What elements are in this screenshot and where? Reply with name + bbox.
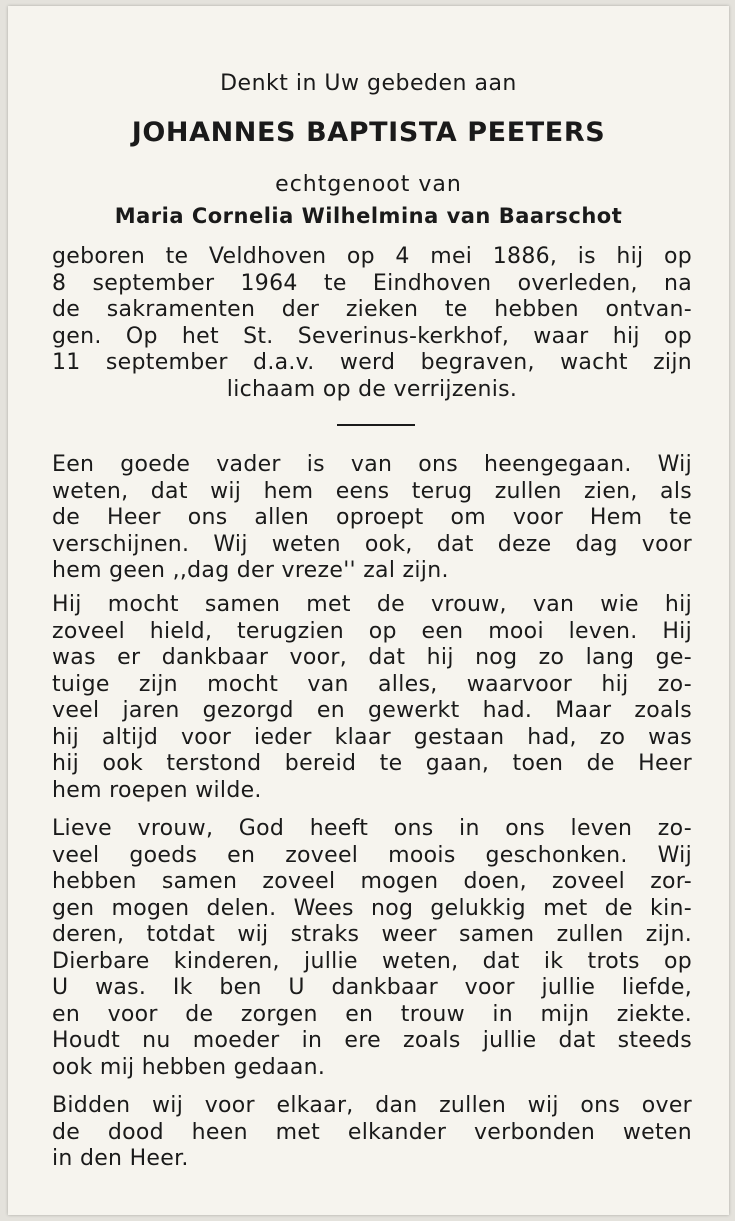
paragraph-line: Houdt nu moeder in ere zoals jullie dat steeds xyxy=(52,1028,692,1053)
paragraph-line: was er dankbaar voor, dat hij nog zo lang ge- xyxy=(52,645,692,670)
paragraph-line: Hij mocht samen met de vrouw, van wie hij xyxy=(52,592,692,617)
paragraph-line: hem geen ,,dag der vreze'' zal zijn. xyxy=(52,558,449,583)
paragraph-line: veel jaren gezorgd en gewerkt had. Maar zoals xyxy=(52,698,692,723)
biography-line: gen. Op het St. Severinus-kerkhof, waar hij op xyxy=(52,323,692,349)
deceased-name: JOHANNES BAPTISTA PEETERS xyxy=(131,117,606,148)
paragraph-line: in den Heer. xyxy=(52,1146,189,1171)
paragraph-line: weten, dat wij hem eens terug zullen zien, als xyxy=(52,478,692,504)
paragraph-line: hij altijd voor ieder klaar gestaan had, zo was xyxy=(52,724,692,750)
paragraph-line: ook mij hebben gedaan. xyxy=(52,1054,326,1080)
paragraph-line: deren, totdat wij straks weer samen zullen zijn. xyxy=(52,922,692,947)
paragraph-line: Dierbare kinderen, jullie weten, dat ik trots op xyxy=(52,948,692,974)
paragraph-line: Een goede vader is van ons heengegaan. Wij xyxy=(52,452,692,477)
paragraph-line: Lieve vrouw, God heeft ons in ons leven zo- xyxy=(52,816,692,841)
text-paragraph-2 xyxy=(52,592,692,804)
paragraph-line: Bidden wij voor elkaar, dan zullen wij ons over xyxy=(52,1093,692,1118)
paragraph-line: hebben samen zoveel mogen doen, zoveel zor- xyxy=(52,869,692,894)
text-paragraph-3 xyxy=(52,816,692,1081)
biography-line: lichaam op de verrijzenis. xyxy=(226,376,518,402)
paragraph-line: en voor de zorgen en trouw in mijn ziekte. xyxy=(52,1001,692,1027)
biography-line: 8 september 1964 te Eindhoven overleden, na xyxy=(52,270,692,296)
paragraph-line: de dood heen met elkander verbonden weten xyxy=(52,1119,692,1145)
spouse-name: Maria Cornelia Wilhelmina van Baarschot xyxy=(114,204,623,228)
paragraph-line: tuige zijn mocht van alles, waarvoor hij zo- xyxy=(52,671,692,697)
divider-line xyxy=(337,424,415,426)
text-paragraph-4 xyxy=(52,1093,692,1173)
paragraph-line: gen mogen delen. Wees nog gelukkig met de kin- xyxy=(52,895,692,921)
biography-line: 11 september d.a.v. werd begraven, wacht zijn xyxy=(52,350,692,375)
biography-line: de sakramenten der zieken te hebben ontvan- xyxy=(52,297,692,322)
paragraph-line: zoveel hield, terugzien op een mooi leven. Hij xyxy=(52,618,692,644)
biography-line: geboren te Veldhoven op 4 mei 1886, is hij op xyxy=(52,244,692,269)
intro-text: Denkt in Uw gebeden aan xyxy=(220,71,517,96)
memorial-card xyxy=(8,6,729,1215)
paragraph-line: verschijnen. Wij weten ook, dat deze dag voor xyxy=(52,531,692,557)
paragraph-line: U was. Ik ben U dankbaar voor jullie liefde, xyxy=(52,975,692,1000)
paragraph-line: hem roepen wilde. xyxy=(52,777,262,803)
spouse-label: echtgenoot van xyxy=(275,172,462,197)
text-paragraph-1 xyxy=(52,452,692,585)
paragraph-line: veel goeds en zoveel moois geschonken. Wij xyxy=(52,842,692,868)
paragraph-line: de Heer ons allen oproept om voor Hem te xyxy=(52,505,692,530)
biography-paragraph xyxy=(52,244,692,403)
paragraph-line: hij ook terstond bereid te gaan, toen de Heer xyxy=(52,751,692,776)
